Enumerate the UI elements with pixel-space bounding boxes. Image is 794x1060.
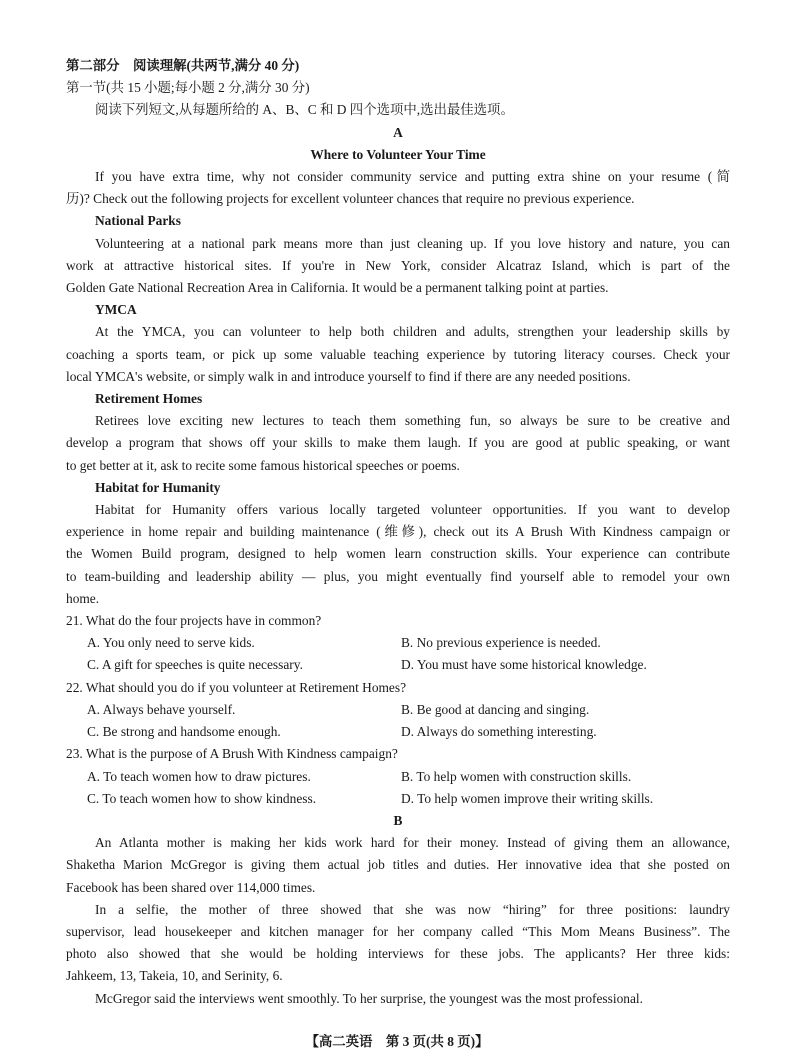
section-heading-habitat: Habitat for Humanity: [95, 479, 221, 495]
paragraph-line: Golden Gate National Recreation Area in California. It would be a permanent talking point at parties.: [66, 280, 609, 296]
paragraph-line: An Atlanta mother is making her kids work hard for their money. Instead of giving them an allowance,: [95, 835, 730, 851]
paragraph-line: coaching a sports team, or pick up some valuable teaching experience by tutoring literacy courses. Check your: [66, 346, 730, 362]
paragraph-line: photo also showed that she would be holding interviews for these jobs. The applicants? Her three kids:: [66, 946, 730, 962]
question-options-23: [66, 788, 730, 810]
part-heading: 第二部分 阅读理解(共两节,满分 40 分): [66, 58, 300, 73]
paragraph-line: work at attractive historical sites. If you're in New York, consider Alcatraz Island, which is part of the: [66, 257, 730, 273]
option-d: D. You must have some historical knowledge.: [401, 657, 647, 673]
instruction: 阅读下列短文,从每题所给的 A、B、C 和 D 四个选项中,选出最佳选项。: [95, 102, 514, 118]
paragraph-line: Facebook has been shared over 114,000 times.: [66, 879, 316, 895]
paragraph-line: Shaketha Marion McGregor is giving them actual job titles and duties. Her innovative idea that she posted on: [66, 857, 730, 873]
question-options-22: [66, 721, 730, 743]
question-options-23: [66, 766, 730, 788]
paragraph-line: Habitat for Humanity offers various locally targeted volunteer opportunities. If you want to develop: [95, 502, 730, 518]
passage-a-intro-line: If you have extra time, why not consider community service and putting extra shine on your resume (简: [95, 169, 730, 185]
paragraph-line: local YMCA's website, or simply walk in and introduce yourself to find if there are any needed positions.: [66, 368, 631, 384]
option-c: C. Be strong and handsome enough.: [87, 724, 281, 740]
paragraph-line: Retirees love exciting new lectures to teach them something fun, so always be sure to be creative and: [95, 413, 730, 429]
paragraph-line: experience in home repair and building maintenance (维修), check out its A Brush With Kindness campaign or: [66, 524, 730, 540]
option-d: D. To help women improve their writing skills.: [401, 790, 654, 806]
paragraph-line: McGregor said the interviews went smoothly. To her surprise, the youngest was the most professional.: [95, 990, 643, 1006]
page-footer: 【高二英语 第 3 页(共 8 页)】: [305, 1034, 489, 1049]
option-b: B. Be good at dancing and singing.: [401, 701, 590, 717]
paragraph-line: home.: [66, 590, 100, 606]
option-a: A. To teach women how to draw pictures.: [87, 768, 311, 784]
passage-a-title: Where to Volunteer Your Time: [310, 146, 486, 162]
paragraph-line: to get better at it, ask to recite some famous historical speeches or poems.: [66, 457, 460, 473]
option-a: A. Always behave yourself.: [87, 701, 236, 717]
option-b: B. To help women with construction skills.: [401, 768, 632, 784]
question-stem-22: 22. What should you do if you volunteer at Retirement Homes?: [66, 679, 407, 695]
section-heading-retirement-homes: Retirement Homes: [95, 391, 203, 407]
paragraph-line: the Women Build program, designed to help women learn construction skills. Your experience can contribute: [66, 546, 730, 562]
paragraph-line: develop a program that shows off your skills to make them laugh. If you are good at public speaking, or want: [66, 435, 730, 451]
option-c: C. To teach women how to show kindness.: [87, 790, 317, 806]
option-c: C. A gift for speeches is quite necessary.: [87, 657, 303, 673]
paragraph-line: Volunteering at a national park means more than just cleaning up. If you love history and nature, you can: [95, 235, 730, 251]
exam-page: [66, 55, 730, 1010]
paragraph-line: to team-building and leadership ability — plus, you might eventually find yourself able to remodel your own: [66, 568, 730, 584]
section-heading-national-parks: National Parks: [95, 213, 181, 229]
section-heading: 第一节(共 15 小题;每小题 2 分,满分 30 分): [66, 80, 310, 96]
passage-a-intro-line: 历)? Check out the following projects for excellent volunteer chances that require no previous experience.: [66, 191, 635, 207]
question-options-21: [66, 654, 730, 676]
passage-a-letter: A: [393, 124, 403, 140]
option-b: B. No previous experience is needed.: [401, 635, 601, 651]
question-stem-21: 21. What do the four projects have in common?: [66, 613, 322, 629]
option-a: A. You only need to serve kids.: [87, 635, 255, 651]
option-d: D. Always do something interesting.: [401, 724, 597, 740]
passage-b-letter: B: [393, 812, 403, 828]
paragraph-line: In a selfie, the mother of three showed that she was now “hiring” for three positions: laundry: [95, 901, 730, 917]
question-stem-23: 23. What is the purpose of A Brush With Kindness campaign?: [66, 746, 398, 762]
paragraph-line: Jahkeem, 13, Takeia, 10, and Serinity, 6.: [66, 968, 283, 984]
question-options-22: [66, 699, 730, 721]
paragraph-line: supervisor, lead housekeeper and kitchen manager for her company called “This Mom Means Business”. The: [66, 923, 730, 939]
paragraph-line: At the YMCA, you can volunteer to help both children and adults, strengthen your leadership skills by: [95, 324, 730, 340]
section-heading-ymca: YMCA: [95, 302, 137, 318]
question-options-21: [66, 632, 730, 654]
